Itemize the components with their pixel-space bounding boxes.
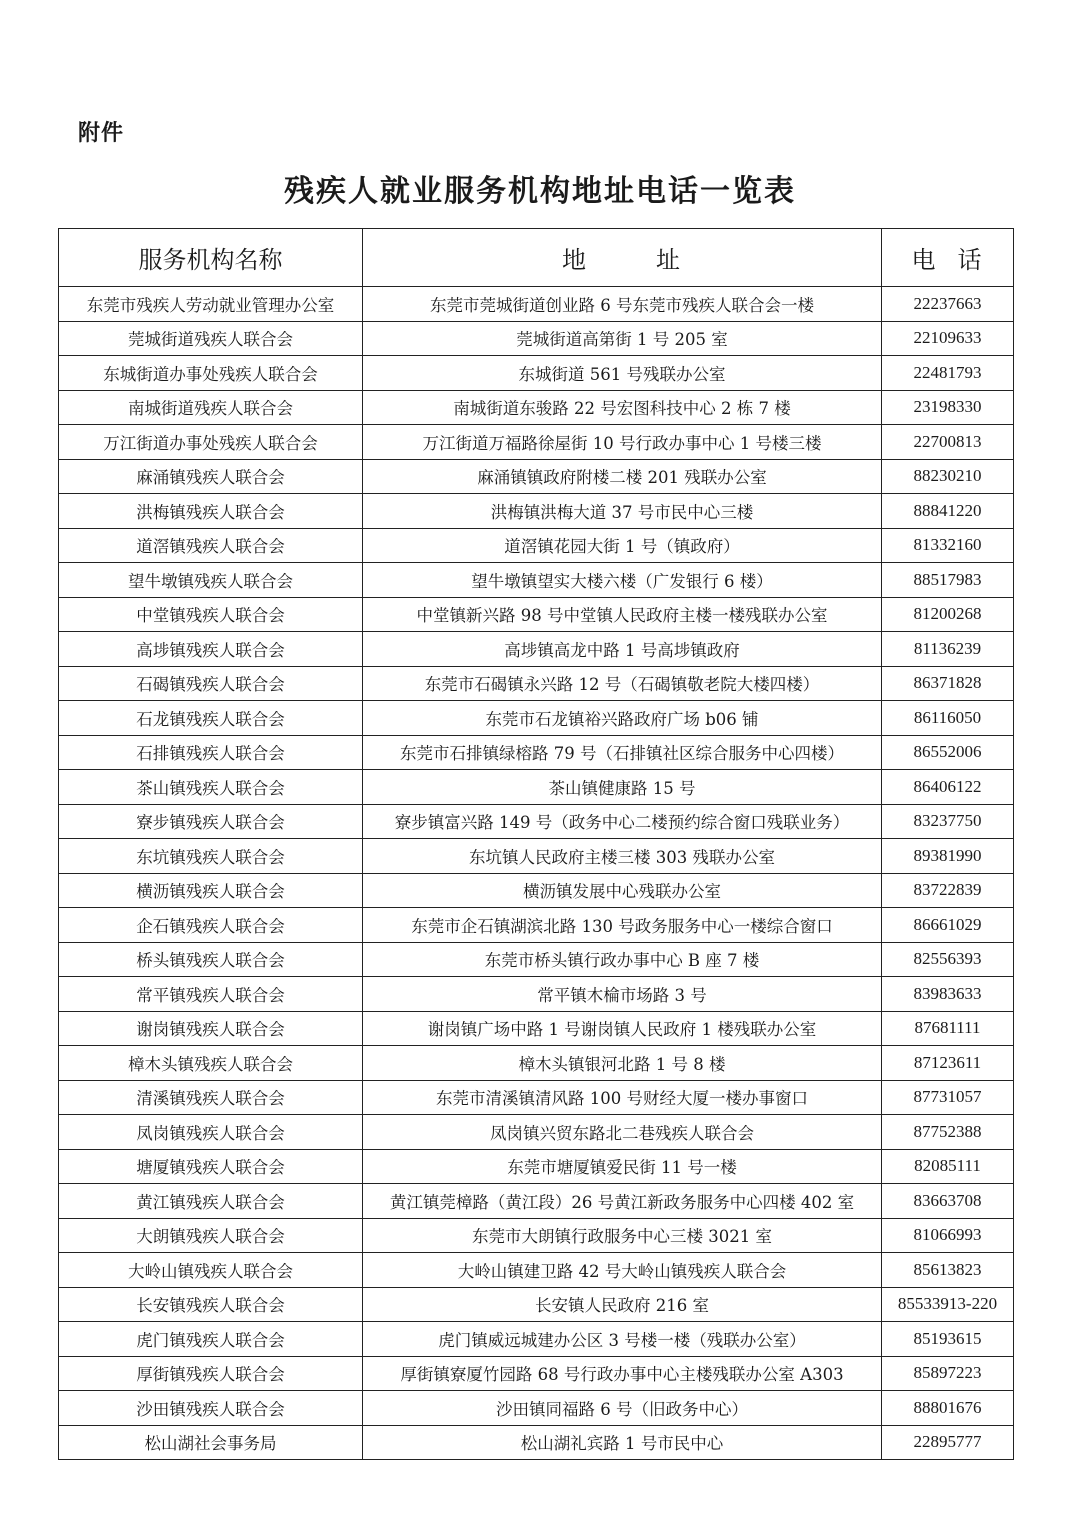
table-header-row: [59, 229, 1014, 287]
phone-cell: 86371828: [882, 666, 1014, 701]
address-cell: 东城街道 561 号残联办公室: [363, 356, 882, 391]
phone-cell: 86661029: [882, 908, 1014, 943]
table-row: [59, 666, 1014, 701]
agency-name-cell: 虎门镇残疾人联合会: [59, 1322, 363, 1357]
address-cell: 洪梅镇洪梅大道 37 号市民中心三楼: [363, 494, 882, 529]
table-row: [59, 1011, 1014, 1046]
address-cell: 东莞市石龙镇裕兴路政府广场 b06 铺: [363, 701, 882, 736]
table-row: [59, 425, 1014, 460]
address-cell: 东莞市大朗镇行政服务中心三楼 3021 室: [363, 1218, 882, 1253]
address-cell: 道滘镇花园大街 1 号（镇政府）: [363, 528, 882, 563]
table-row: [59, 528, 1014, 563]
address-cell: 中堂镇新兴路 98 号中堂镇人民政府主楼一楼残联办公室: [363, 597, 882, 632]
table-row: [59, 459, 1014, 494]
agency-name-cell: 莞城街道残疾人联合会: [59, 321, 363, 356]
agency-name-cell: 万江街道办事处残疾人联合会: [59, 425, 363, 460]
header-address: 地址: [363, 229, 882, 287]
phone-cell: 86406122: [882, 770, 1014, 805]
agency-name-cell: 中堂镇残疾人联合会: [59, 597, 363, 632]
phone-cell: 82085111: [882, 1149, 1014, 1184]
table-row: [59, 1046, 1014, 1081]
table-row: [59, 735, 1014, 770]
agency-name-cell: 横沥镇残疾人联合会: [59, 873, 363, 908]
table-row: [59, 390, 1014, 425]
agency-name-cell: 寮步镇残疾人联合会: [59, 804, 363, 839]
table-row: [59, 1184, 1014, 1219]
table-row: [59, 1218, 1014, 1253]
phone-cell: 85897223: [882, 1356, 1014, 1391]
page-title: 残疾人就业服务机构地址电话一览表: [284, 174, 796, 209]
agency-name-cell: 清溪镇残疾人联合会: [59, 1080, 363, 1115]
address-cell: 高埗镇高龙中路 1 号高埗镇政府: [363, 632, 882, 667]
agency-name-cell: 东城街道办事处残疾人联合会: [59, 356, 363, 391]
address-cell: 常平镇木棆市场路 3 号: [363, 977, 882, 1012]
address-cell: 东莞市石碣镇永兴路 12 号（石碣镇敬老院大楼四楼）: [363, 666, 882, 701]
phone-cell: 86552006: [882, 735, 1014, 770]
phone-cell: 85613823: [882, 1253, 1014, 1288]
phone-cell: 83663708: [882, 1184, 1014, 1219]
table-row: [59, 942, 1014, 977]
agency-name-cell: 长安镇残疾人联合会: [59, 1287, 363, 1322]
address-cell: 长安镇人民政府 216 室: [363, 1287, 882, 1322]
table-row: [59, 287, 1014, 322]
phone-cell: 83983633: [882, 977, 1014, 1012]
agency-name-cell: 常平镇残疾人联合会: [59, 977, 363, 1012]
table-row: [59, 1425, 1014, 1460]
address-cell: 东莞市石排镇绿榕路 79 号（石排镇社区综合服务中心四楼）: [363, 735, 882, 770]
phone-cell: 81066993: [882, 1218, 1014, 1253]
phone-cell: 22481793: [882, 356, 1014, 391]
phone-cell: 23198330: [882, 390, 1014, 425]
table-row: [59, 356, 1014, 391]
phone-cell: 81200268: [882, 597, 1014, 632]
table-row: [59, 632, 1014, 667]
table-row: [59, 1322, 1014, 1357]
address-cell: 大岭山镇建卫路 42 号大岭山镇残疾人联合会: [363, 1253, 882, 1288]
address-cell: 东莞市清溪镇清风路 100 号财经大厦一楼办事窗口: [363, 1080, 882, 1115]
table-row: [59, 977, 1014, 1012]
agency-name-cell: 高埗镇残疾人联合会: [59, 632, 363, 667]
address-cell: 茶山镇健康路 15 号: [363, 770, 882, 805]
address-cell: 东莞市企石镇湖滨北路 130 号政务服务中心一楼综合窗口: [363, 908, 882, 943]
address-cell: 东莞市桥头镇行政办事中心 B 座 7 楼: [363, 942, 882, 977]
phone-cell: 88841220: [882, 494, 1014, 529]
agency-name-cell: 望牛墩镇残疾人联合会: [59, 563, 363, 598]
address-cell: 东莞市塘厦镇爱民街 11 号一楼: [363, 1149, 882, 1184]
address-cell: 松山湖礼宾路 1 号市民中心: [363, 1425, 882, 1460]
table-row: [59, 494, 1014, 529]
table-row: [59, 839, 1014, 874]
address-cell: 莞城街道高第街 1 号 205 室: [363, 321, 882, 356]
table-row: [59, 597, 1014, 632]
agency-name-cell: 石碣镇残疾人联合会: [59, 666, 363, 701]
agency-name-cell: 谢岗镇残疾人联合会: [59, 1011, 363, 1046]
agency-name-cell: 南城街道残疾人联合会: [59, 390, 363, 425]
attachment-label: 附件: [78, 121, 125, 146]
agency-name-cell: 桥头镇残疾人联合会: [59, 942, 363, 977]
table-row: [59, 873, 1014, 908]
agency-name-cell: 大朗镇残疾人联合会: [59, 1218, 363, 1253]
phone-cell: 22109633: [882, 321, 1014, 356]
table-row: [59, 804, 1014, 839]
agency-name-cell: 松山湖社会事务局: [59, 1425, 363, 1460]
agency-name-cell: 企石镇残疾人联合会: [59, 908, 363, 943]
address-cell: 虎门镇威远城建办公区 3 号楼一楼（残联办公室）: [363, 1322, 882, 1357]
address-cell: 南城街道东骏路 22 号宏图科技中心 2 栋 7 楼: [363, 390, 882, 425]
phone-cell: 86116050: [882, 701, 1014, 736]
address-cell: 麻涌镇镇政府附楼二楼 201 残联办公室: [363, 459, 882, 494]
agency-name-cell: 茶山镇残疾人联合会: [59, 770, 363, 805]
phone-cell: 88801676: [882, 1391, 1014, 1426]
address-cell: 黄江镇莞樟路（黄江段）26 号黄江新政务服务中心四楼 402 室: [363, 1184, 882, 1219]
agency-name-cell: 黄江镇残疾人联合会: [59, 1184, 363, 1219]
phone-cell: 81332160: [882, 528, 1014, 563]
phone-cell: 22895777: [882, 1425, 1014, 1460]
phone-cell: 87681111: [882, 1011, 1014, 1046]
agency-name-cell: 沙田镇残疾人联合会: [59, 1391, 363, 1426]
phone-cell: 85193615: [882, 1322, 1014, 1357]
phone-cell: 82556393: [882, 942, 1014, 977]
phone-cell: 22700813: [882, 425, 1014, 460]
agency-name-cell: 石排镇残疾人联合会: [59, 735, 363, 770]
table-row: [59, 563, 1014, 598]
address-cell: 东莞市莞城街道创业路 6 号东莞市残疾人联合会一楼: [363, 287, 882, 322]
address-cell: 横沥镇发展中心残联办公室: [363, 873, 882, 908]
address-cell: 寮步镇富兴路 149 号（政务中心二楼预约综合窗口残联业务）: [363, 804, 882, 839]
address-cell: 万江街道万福路徐屋街 10 号行政办事中心 1 号楼三楼: [363, 425, 882, 460]
table-row: [59, 1115, 1014, 1150]
table-row: [59, 321, 1014, 356]
phone-cell: 83237750: [882, 804, 1014, 839]
phone-cell: 22237663: [882, 287, 1014, 322]
table-row: [59, 701, 1014, 736]
phone-cell: 87731057: [882, 1080, 1014, 1115]
phone-cell: 88517983: [882, 563, 1014, 598]
table-row: [59, 770, 1014, 805]
table-row: [59, 1356, 1014, 1391]
phone-cell: 85533913-220: [882, 1287, 1014, 1322]
address-cell: 谢岗镇广场中路 1 号谢岗镇人民政府 1 楼残联办公室: [363, 1011, 882, 1046]
phone-cell: 89381990: [882, 839, 1014, 874]
agency-name-cell: 石龙镇残疾人联合会: [59, 701, 363, 736]
phone-cell: 87123611: [882, 1046, 1014, 1081]
agency-name-cell: 洪梅镇残疾人联合会: [59, 494, 363, 529]
address-cell: 凤岗镇兴贸东路北二巷残疾人联合会: [363, 1115, 882, 1150]
address-cell: 望牛墩镇望实大楼六楼（广发银行 6 楼）: [363, 563, 882, 598]
address-cell: 沙田镇同福路 6 号（旧政务中心）: [363, 1391, 882, 1426]
table-row: [59, 1287, 1014, 1322]
agency-contact-table: [58, 228, 1014, 1460]
agency-name-cell: 麻涌镇残疾人联合会: [59, 459, 363, 494]
agency-name-cell: 东莞市残疾人劳动就业管理办公室: [59, 287, 363, 322]
header-phone: 电话: [882, 229, 1014, 287]
phone-cell: 87752388: [882, 1115, 1014, 1150]
table-row: [59, 1149, 1014, 1184]
table-row: [59, 1253, 1014, 1288]
address-cell: 东坑镇人民政府主楼三楼 303 残联办公室: [363, 839, 882, 874]
phone-cell: 88230210: [882, 459, 1014, 494]
agency-name-cell: 樟木头镇残疾人联合会: [59, 1046, 363, 1081]
header-agency-name: 服务机构名称: [59, 229, 363, 287]
agency-name-cell: 大岭山镇残疾人联合会: [59, 1253, 363, 1288]
address-cell: 厚街镇寮厦竹园路 68 号行政办事中心主楼残联办公室 A303: [363, 1356, 882, 1391]
table-row: [59, 1391, 1014, 1426]
phone-cell: 83722839: [882, 873, 1014, 908]
phone-cell: 81136239: [882, 632, 1014, 667]
table-row: [59, 1080, 1014, 1115]
agency-name-cell: 厚街镇残疾人联合会: [59, 1356, 363, 1391]
address-cell: 樟木头镇银河北路 1 号 8 楼: [363, 1046, 882, 1081]
agency-name-cell: 道滘镇残疾人联合会: [59, 528, 363, 563]
agency-name-cell: 塘厦镇残疾人联合会: [59, 1149, 363, 1184]
agency-name-cell: 凤岗镇残疾人联合会: [59, 1115, 363, 1150]
agency-name-cell: 东坑镇残疾人联合会: [59, 839, 363, 874]
table-row: [59, 908, 1014, 943]
